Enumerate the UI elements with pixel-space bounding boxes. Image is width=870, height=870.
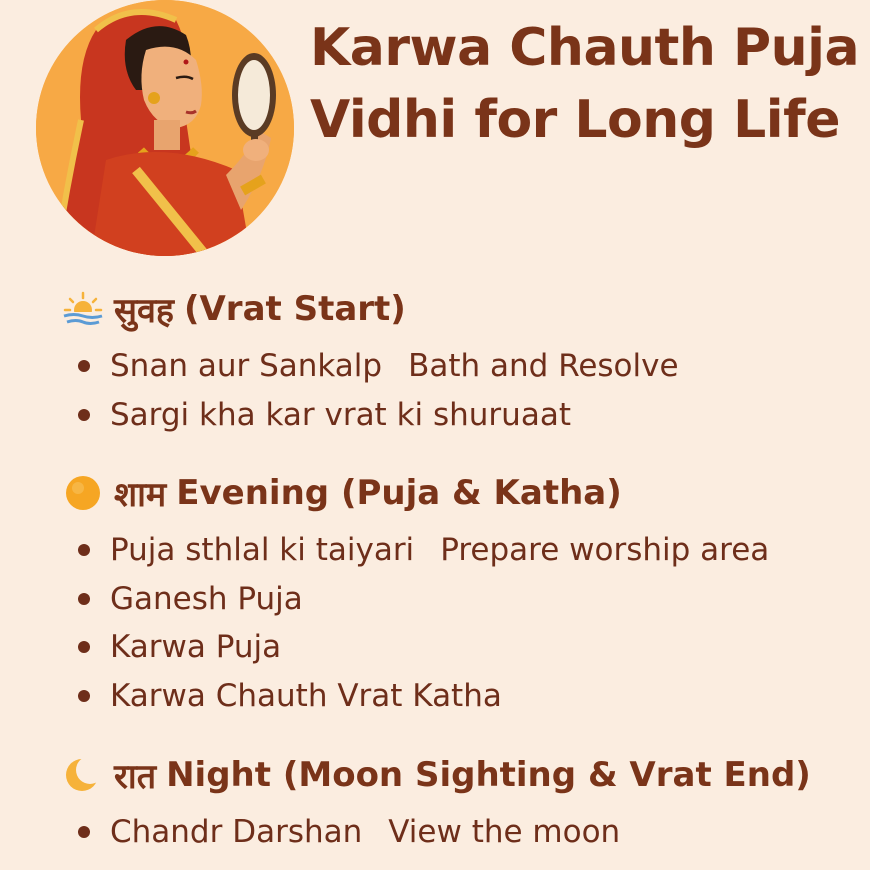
section-heading-night (62, 752, 811, 798)
bullet-icon (78, 544, 90, 556)
section-hindi-label: शाम (114, 475, 167, 515)
item-translation: View the moon (388, 814, 621, 851)
item-text: Puja sthlal ki taiyari (110, 532, 415, 569)
sun-icon (62, 474, 104, 512)
sunrise-icon (62, 290, 104, 328)
title-line-2: Vidhi for Long Life (310, 90, 840, 150)
item-text: Chandr Darshan (110, 814, 363, 851)
list-item (78, 342, 679, 391)
item-text: Sargi kha kar vrat ki shuruaat (110, 396, 571, 433)
bullet-icon (78, 593, 90, 605)
list-item (78, 808, 620, 857)
item-text: Snan aur Sankalp (110, 348, 383, 385)
item-text: Karwa Chauth Vrat Katha (110, 677, 502, 714)
bullet-icon (78, 641, 90, 653)
evening-list (78, 526, 769, 720)
section-hindi-label: सुवह (114, 291, 174, 331)
bullet-icon (78, 360, 90, 372)
item-text: Ganesh Puja (110, 580, 303, 617)
bullet-icon (78, 826, 90, 838)
section-hindi-label: रात (114, 757, 157, 797)
night-list (78, 808, 620, 857)
list-item (78, 623, 769, 672)
list-item (78, 526, 769, 575)
list-item (78, 391, 679, 440)
section-english-label: (Vrat Start) (183, 289, 406, 329)
page-title (310, 12, 860, 156)
section-english-label: Evening (Puja & Katha) (176, 473, 622, 513)
item-translation: Bath and Resolve (408, 348, 679, 385)
item-text: Karwa Puja (110, 629, 282, 666)
bullet-icon (78, 409, 90, 421)
section-english-label: Night (Moon Sighting & Vrat End) (166, 755, 811, 795)
morning-list (78, 342, 679, 439)
list-item (78, 672, 769, 721)
list-item (78, 575, 769, 624)
bullet-icon (78, 690, 90, 702)
item-translation: Prepare worship area (440, 532, 770, 569)
title-line-1: Karwa Chauth Puja (310, 18, 860, 78)
section-heading-morning (62, 286, 406, 332)
crescent-moon-icon (62, 756, 104, 794)
section-heading-evening (62, 470, 622, 516)
woman-holding-sieve-illustration (36, 0, 294, 256)
